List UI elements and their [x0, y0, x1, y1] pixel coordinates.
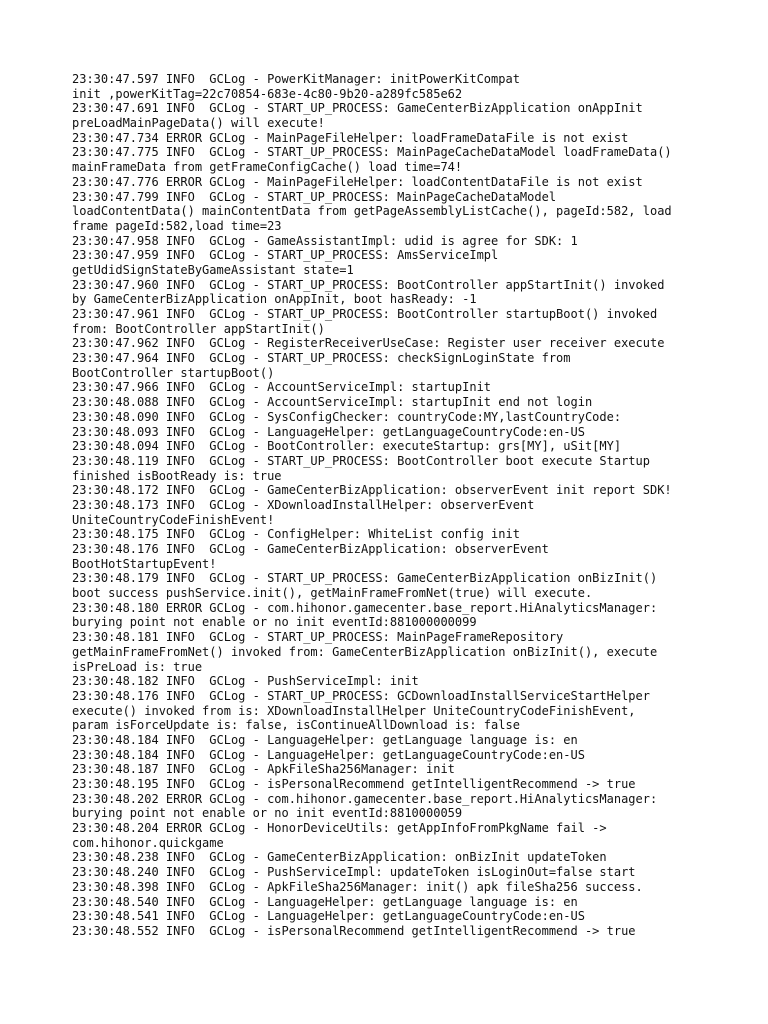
log-text-block — [72, 72, 712, 939]
log-line: 23:30:48.094 INFO GCLog - BootController: executeStartup: grs[MY], uSit[MY] — [72, 439, 622, 454]
log-line: preLoadMainPageData() will execute! — [72, 116, 325, 131]
log-line: getUdidSignStateByGameAssistant state=1 — [72, 262, 354, 277]
log-line: getMainFrameFromNet() invoked from: GameCenterBizApplication onBizInit(), execute — [72, 644, 658, 659]
log-line: UniteCountryCodeFinishEvent! — [72, 512, 275, 527]
log-line: burying point not enable or no init eventId:881000000099 — [72, 615, 477, 630]
log-line: 23:30:48.541 INFO GCLog - LanguageHelper: getLanguageCountryCode:en-US — [72, 909, 585, 924]
log-line: 23:30:48.090 INFO GCLog - SysConfigChecker: countryCode:MY,lastCountryCode: — [72, 409, 622, 424]
log-line: 23:30:48.175 INFO GCLog - ConfigHelper: WhiteList config init — [72, 527, 520, 542]
log-line: 23:30:48.238 INFO GCLog - GameCenterBizApplication: onBizInit updateToken — [72, 850, 607, 865]
log-line: 23:30:48.552 INFO GCLog - isPersonalRecommend getIntelligentRecommend -> true — [72, 923, 636, 938]
log-line: 23:30:47.961 INFO GCLog - START_UP_PROCESS: BootController startupBoot() invoked — [72, 307, 658, 321]
log-line: 23:30:48.180 ERROR GCLog - com.hihonor.gamecenter.base_report.HiAnalyticsManager: — [72, 600, 658, 615]
log-line: 23:30:48.540 INFO GCLog - LanguageHelper: getLanguage language is: en — [72, 894, 578, 909]
log-line: 23:30:47.964 INFO GCLog - START_UP_PROCESS: checkSignLoginState from — [72, 351, 571, 366]
log-line: 23:30:48.119 INFO GCLog - START_UP_PROCESS: BootController boot execute Startup — [72, 453, 650, 468]
log-line: 23:30:47.959 INFO GCLog - START_UP_PROCESS: AmsServiceImpl — [72, 248, 499, 263]
log-line: 23:30:47.960 INFO GCLog - START_UP_PROCESS: BootController appStartInit() invoked — [72, 277, 665, 292]
log-line: 23:30:47.776 ERROR GCLog - MainPageFileHelper: loadContentDataFile is not exist — [72, 174, 643, 189]
log-line: 23:30:48.172 INFO GCLog - GameCenterBizApplication: observerEvent init report SDK! — [72, 483, 672, 498]
log-line: 23:30:48.173 INFO GCLog - XDownloadInstallHelper: observerEvent — [72, 497, 535, 512]
log-line: 23:30:47.958 INFO GCLog - GameAssistantImpl: udid is agree for SDK: 1 — [72, 233, 578, 248]
log-line: com.hihonor.quickgame — [72, 835, 224, 850]
log-line: 23:30:47.962 INFO GCLog - RegisterReceiverUseCase: Register user receiver execute — [72, 336, 665, 351]
log-line: 23:30:47.966 INFO GCLog - AccountServiceImpl: startupInit — [72, 380, 492, 395]
log-line: 23:30:48.093 INFO GCLog - LanguageHelper: getLanguageCountryCode:en-US — [72, 424, 585, 439]
log-line: 23:30:48.204 ERROR GCLog - HonorDeviceUtils: getAppInfoFromPkgName fail -> — [72, 821, 607, 836]
log-line: 23:30:48.182 INFO GCLog - PushServiceImpl: init — [72, 674, 419, 689]
log-line: param isForceUpdate is: false, isContinueAllDownload is: false — [72, 718, 520, 733]
log-line: isPreLoad is: true — [72, 659, 203, 674]
log-line: from: BootController appStartInit() — [72, 321, 325, 336]
log-line: 23:30:48.195 INFO GCLog - isPersonalRecommend getIntelligentRecommend -> true — [72, 777, 636, 791]
log-line: 23:30:48.179 INFO GCLog - START_UP_PROCESS: GameCenterBizApplication onBizInit() — [72, 571, 658, 586]
log-line: BootHotStartupEvent! — [72, 556, 217, 571]
log-line: 23:30:48.176 INFO GCLog - START_UP_PROCESS: GCDownloadInstallServiceStartHelper — [72, 688, 650, 703]
log-line: burying point not enable or no init eventId:8810000059 — [72, 806, 463, 821]
log-line: 23:30:47.597 INFO GCLog - PowerKitManager: initPowerKitCompat — [72, 72, 520, 86]
log-line: BootController startupBoot() — [72, 365, 275, 380]
log-line: 23:30:48.176 INFO GCLog - GameCenterBizApplication: observerEvent — [72, 542, 549, 556]
log-line: 23:30:47.799 INFO GCLog - START_UP_PROCESS: MainPageCacheDataModel — [72, 189, 557, 204]
log-line: 23:30:48.184 INFO GCLog - LanguageHelper: getLanguage language is: en — [72, 732, 578, 747]
log-line: 23:30:48.240 INFO GCLog - PushServiceImpl: updateToken isLoginOut=false start — [72, 865, 636, 880]
log-line: loadContentData() mainContentData from getPageAssemblyListCache(), pageId:582, load — [72, 204, 672, 219]
log-line: by GameCenterBizApplication onAppInit, boot hasReady: -1 — [72, 292, 477, 307]
log-line: 23:30:48.187 INFO GCLog - ApkFileSha256Manager: init — [72, 762, 455, 777]
log-line: finished isBootReady is: true — [72, 468, 282, 483]
log-line: 23:30:47.691 INFO GCLog - START_UP_PROCESS: GameCenterBizApplication onAppInit — [72, 101, 643, 116]
log-line: 23:30:47.734 ERROR GCLog - MainPageFileHelper: loadFrameDataFile is not exist — [72, 130, 629, 145]
log-line: execute() invoked from is: XDownloadInstallHelper UniteCountryCodeFinishEvent, — [72, 703, 636, 718]
log-line: 23:30:48.184 INFO GCLog - LanguageHelper: getLanguageCountryCode:en-US — [72, 747, 585, 762]
log-line: init ,powerKitTag=22c70854-683e-4c80-9b20-a289fc585e62 — [72, 86, 463, 101]
log-line: mainFrameData from getFrameConfigCache() load time=74! — [72, 160, 463, 175]
log-line: 23:30:48.202 ERROR GCLog - com.hihonor.gamecenter.base_report.HiAnalyticsManager: — [72, 791, 658, 806]
log-line: 23:30:48.181 INFO GCLog - START_UP_PROCESS: MainPageFrameRepository — [72, 630, 564, 645]
log-line: frame pageId:582,load time=23 — [72, 218, 282, 233]
log-line: 23:30:48.398 INFO GCLog - ApkFileSha256Manager: init() apk fileSha256 success. — [72, 879, 643, 894]
log-line: boot success pushService.init(), getMainFrameFromNet(true) will execute. — [72, 586, 593, 601]
log-line: 23:30:47.775 INFO GCLog - START_UP_PROCESS: MainPageCacheDataModel loadFrameData() — [72, 145, 672, 160]
log-line: 23:30:48.088 INFO GCLog - AccountServiceImpl: startupInit end not login — [72, 395, 593, 410]
